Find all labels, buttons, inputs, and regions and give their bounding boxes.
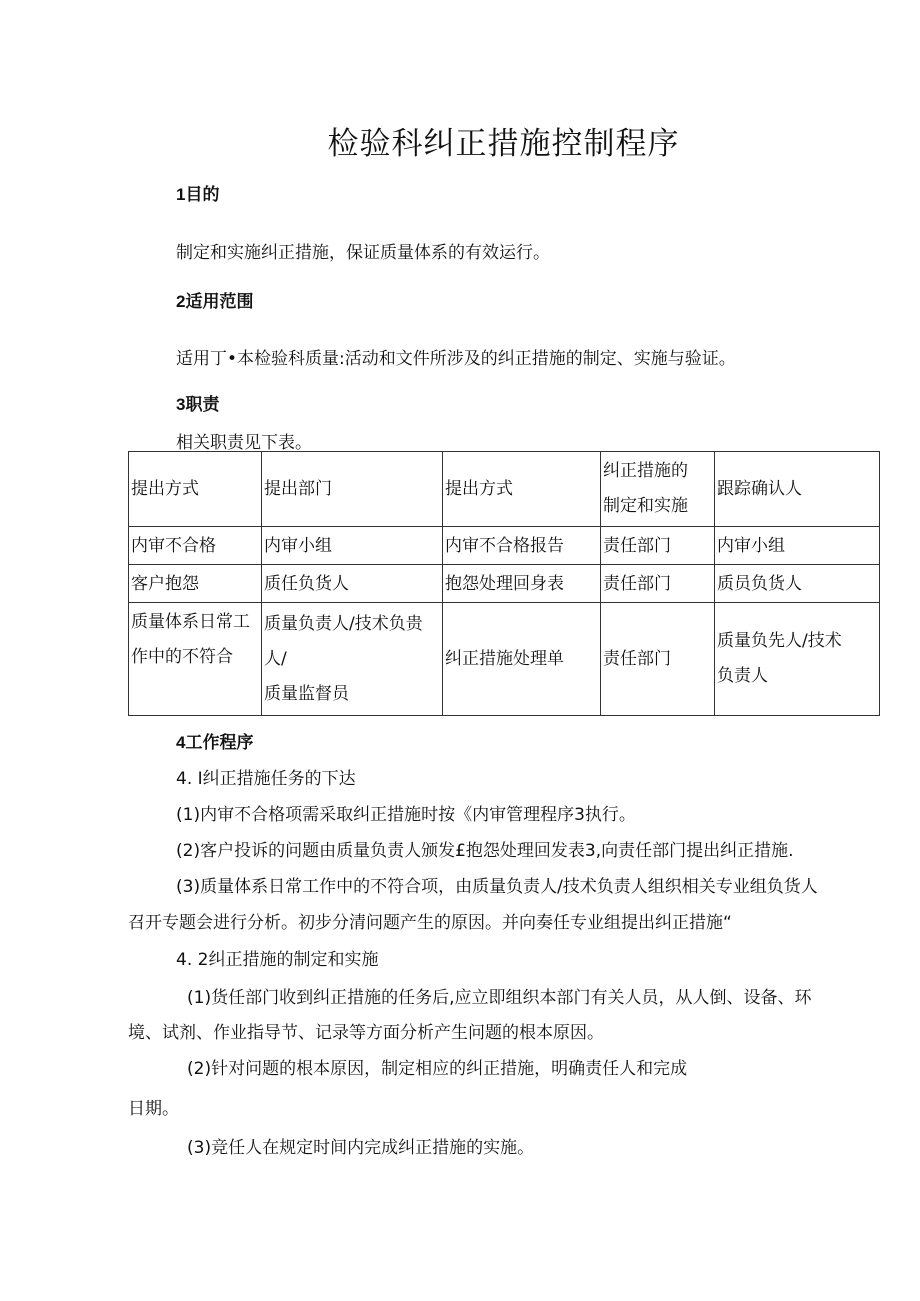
duty-table — [128, 451, 880, 716]
table-cell-text: 质量体系日常工 — [131, 612, 250, 632]
table-header-cell — [601, 452, 715, 527]
table-header-cell: 提出方式 — [129, 452, 262, 527]
paragraph-4-2-2-line2: 日期。 — [128, 1099, 179, 1119]
table-cell — [129, 603, 262, 716]
paragraph-4-1-1: (1)内审不合格项需采取纠正措施时按《内审管理程序3执行。 — [176, 805, 636, 825]
table-cell-text: 人/ — [264, 648, 287, 669]
table-row — [129, 527, 880, 565]
table-cell: 责任部门 — [601, 527, 715, 565]
section-2-heading: 2适用范围 — [176, 292, 254, 311]
table-row — [129, 565, 880, 603]
table-row — [129, 603, 880, 716]
paragraph-4-1-2: (2)客户投诉的问题由质量负责人颁发£抱怨处理回发表3,向责任部门提出纠正措施. — [176, 841, 794, 861]
table-cell-text: 作中的不符合 — [131, 647, 233, 667]
table-header-text: 制定和实施 — [603, 496, 688, 516]
table-cell: 责任部门 — [601, 565, 715, 603]
table-header-row — [129, 452, 880, 527]
table-cell: 质员负货人 — [715, 565, 880, 603]
paragraph-4-2-1-line2: 境、试剂、作业指导节、记录等方面分析产生问题的根本原因。 — [128, 1023, 604, 1043]
table-cell — [715, 603, 880, 716]
table-cell-text: 质量负先人/技术 — [717, 631, 842, 651]
table-header-cell: 提出部门 — [262, 452, 443, 527]
paragraph-4-1-3-line1: (3)质量体系日常工作中的不符合项，由质量负责人/技术负责人组织相关专业组负货人 — [176, 877, 818, 897]
paragraph-4-2-3: (3)竞任人在规定时间内完成纠正措施的实施。 — [187, 1138, 535, 1158]
table-cell-text: 负责人 — [717, 666, 768, 686]
table-cell: 质任负货人 — [262, 565, 443, 603]
table-cell: 内审小组 — [715, 527, 880, 565]
paragraph-4-2-1-line1: (1)货任部门收到纠正措施的任务后,应立即组织本部门有关人员，从人倒、设备、环 — [187, 988, 812, 1008]
table-header-text: 纠正措施的 — [603, 461, 688, 481]
section-2-text: 适用丁•本检验科质量:活动和文件所涉及的纠正措施的制定、实施与验证。 — [176, 349, 736, 369]
table-header-cell — [443, 452, 601, 527]
table-cell: 内审不合格 — [129, 527, 262, 565]
table-cell: 客户抱怨 — [129, 565, 262, 603]
section-4-heading: 4工作程序 — [176, 733, 254, 752]
section-3-heading: 3职责 — [176, 395, 220, 414]
subsection-4-2-heading: 4. 2纠正措施的制定和实施 — [176, 950, 379, 970]
table-cell-text: 质量监督员 — [264, 683, 349, 704]
table-cell: 责任部门 — [601, 603, 715, 716]
table-cell: 纠正措施处理单 — [443, 603, 601, 716]
table-header-cell: 跟踪确认人 — [715, 452, 880, 527]
page-title: 检验科纠正措施控制程序 — [327, 126, 680, 162]
section-1-text: 制定和实施纠正措施，保证质量体系的有效运行。 — [176, 243, 550, 263]
table-cell-text: 质量负责人/技术负贵 — [264, 613, 423, 634]
paragraph-4-1-3-line2: 召开专题会进行分析。初步分清问题产生的原因。并向奏任专业组提出纠正措施“ — [128, 913, 732, 933]
paragraph-4-2-2-line1: (2)针对问题的根本原因，制定相应的纠正措施，明确责任人和完成 — [187, 1059, 688, 1079]
section-1-heading: 1目的 — [176, 185, 220, 204]
table-cell: 内审不合格报告 — [443, 527, 601, 565]
subsection-4-1-heading: 4. I纠正措施任务的下达 — [176, 769, 356, 789]
section-3-intro: 相关职责见下表。 — [176, 433, 312, 453]
table-cell: 抱怨处理回身表 — [443, 565, 601, 603]
table-cell: 内审小组 — [262, 527, 443, 565]
table-header-text: 提出方式 — [445, 479, 513, 499]
table-cell — [262, 603, 443, 716]
